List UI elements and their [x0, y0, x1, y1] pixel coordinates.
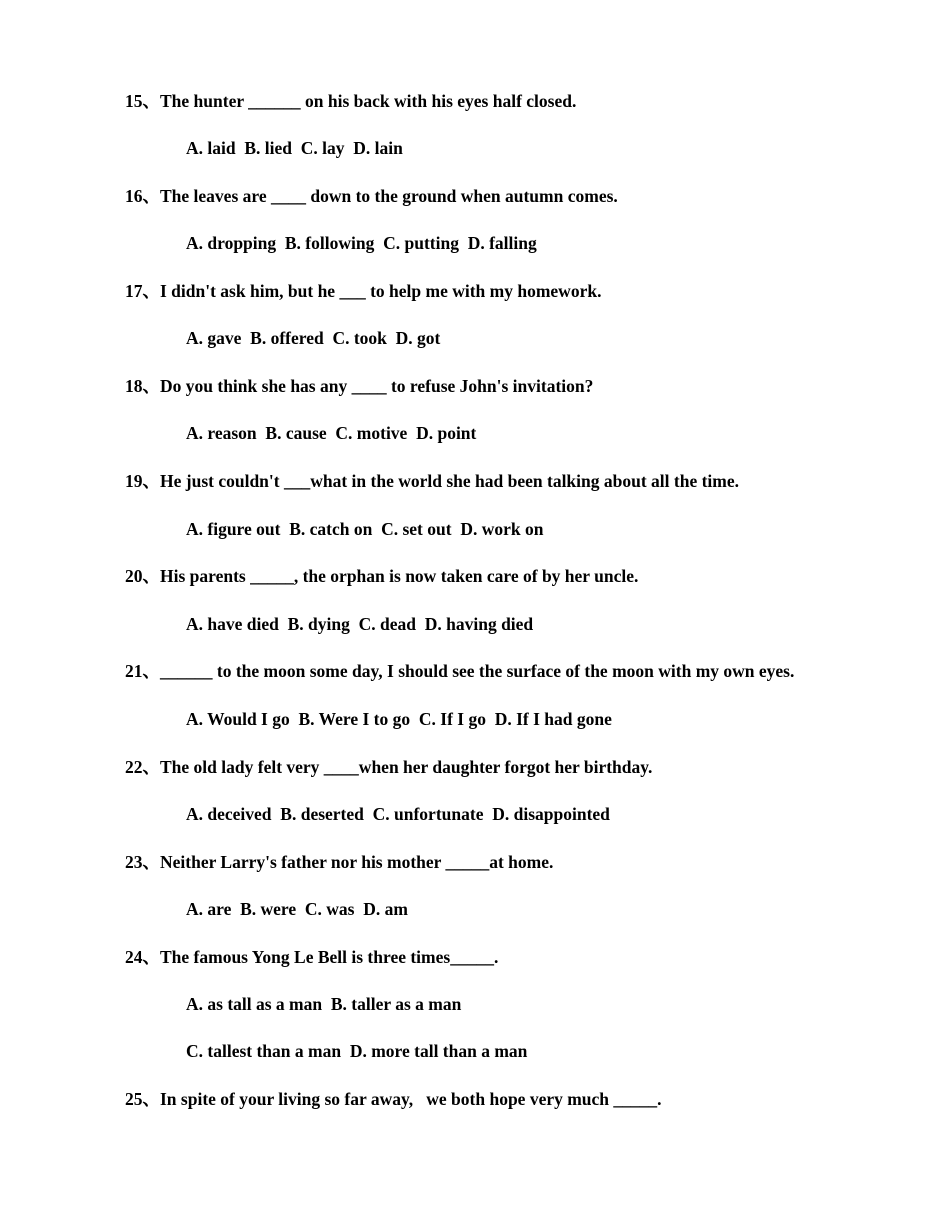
- question-16-options: A. dropping B. following C. putting D. falling: [186, 233, 537, 253]
- question-23-options: A. are B. were C. was D. am: [186, 899, 408, 919]
- question-19-options: A. figure out B. catch on C. set out D. work on: [186, 519, 544, 539]
- question-21-options: A. Would I go B. Were I to go C. If I go D. If I had gone: [186, 709, 612, 729]
- question-24-options-line-2: C. tallest than a man D. more tall than a man: [186, 1041, 528, 1061]
- question-20-stem: 20、His parents _____, the orphan is now taken care of by her uncle.: [125, 566, 639, 586]
- question-17-stem: 17、I didn't ask him, but he ___ to help me with my homework.: [125, 281, 602, 301]
- question-18-stem: 18、Do you think she has any ____ to refuse John's invitation?: [125, 376, 594, 396]
- question-22-options: A. deceived B. deserted C. unfortunate D. disappointed: [186, 804, 610, 824]
- question-19-stem: 19、He just couldn't ___what in the world she had been talking about all the time.: [125, 471, 740, 491]
- question-16-stem: 16、The leaves are ____ down to the ground when autumn comes.: [125, 186, 618, 206]
- question-25-stem: 25、In spite of your living so far away, we both hope very much _____.: [125, 1089, 662, 1109]
- question-23-stem: 23、Neither Larry's father nor his mother _____at home.: [125, 852, 554, 872]
- question-24-options-line-1: A. as tall as a man B. taller as a man: [186, 994, 462, 1014]
- question-20-options: A. have died B. dying C. dead D. having died: [186, 614, 534, 634]
- question-22-stem: 22、The old lady felt very ____when her daughter forgot her birthday.: [125, 757, 653, 777]
- question-18-options: A. reason B. cause C. motive D. point: [186, 423, 477, 443]
- question-15-stem: 15、The hunter ______ on his back with his eyes half closed.: [125, 91, 577, 111]
- question-15-options: A. laid B. lied C. lay D. lain: [186, 138, 403, 158]
- question-21-stem: 21、______ to the moon some day, I should see the surface of the moon with my own eyes.: [125, 661, 795, 681]
- question-17-options: A. gave B. offered C. took D. got: [186, 328, 441, 348]
- question-24-stem: 24、The famous Yong Le Bell is three times_____.: [125, 947, 499, 967]
